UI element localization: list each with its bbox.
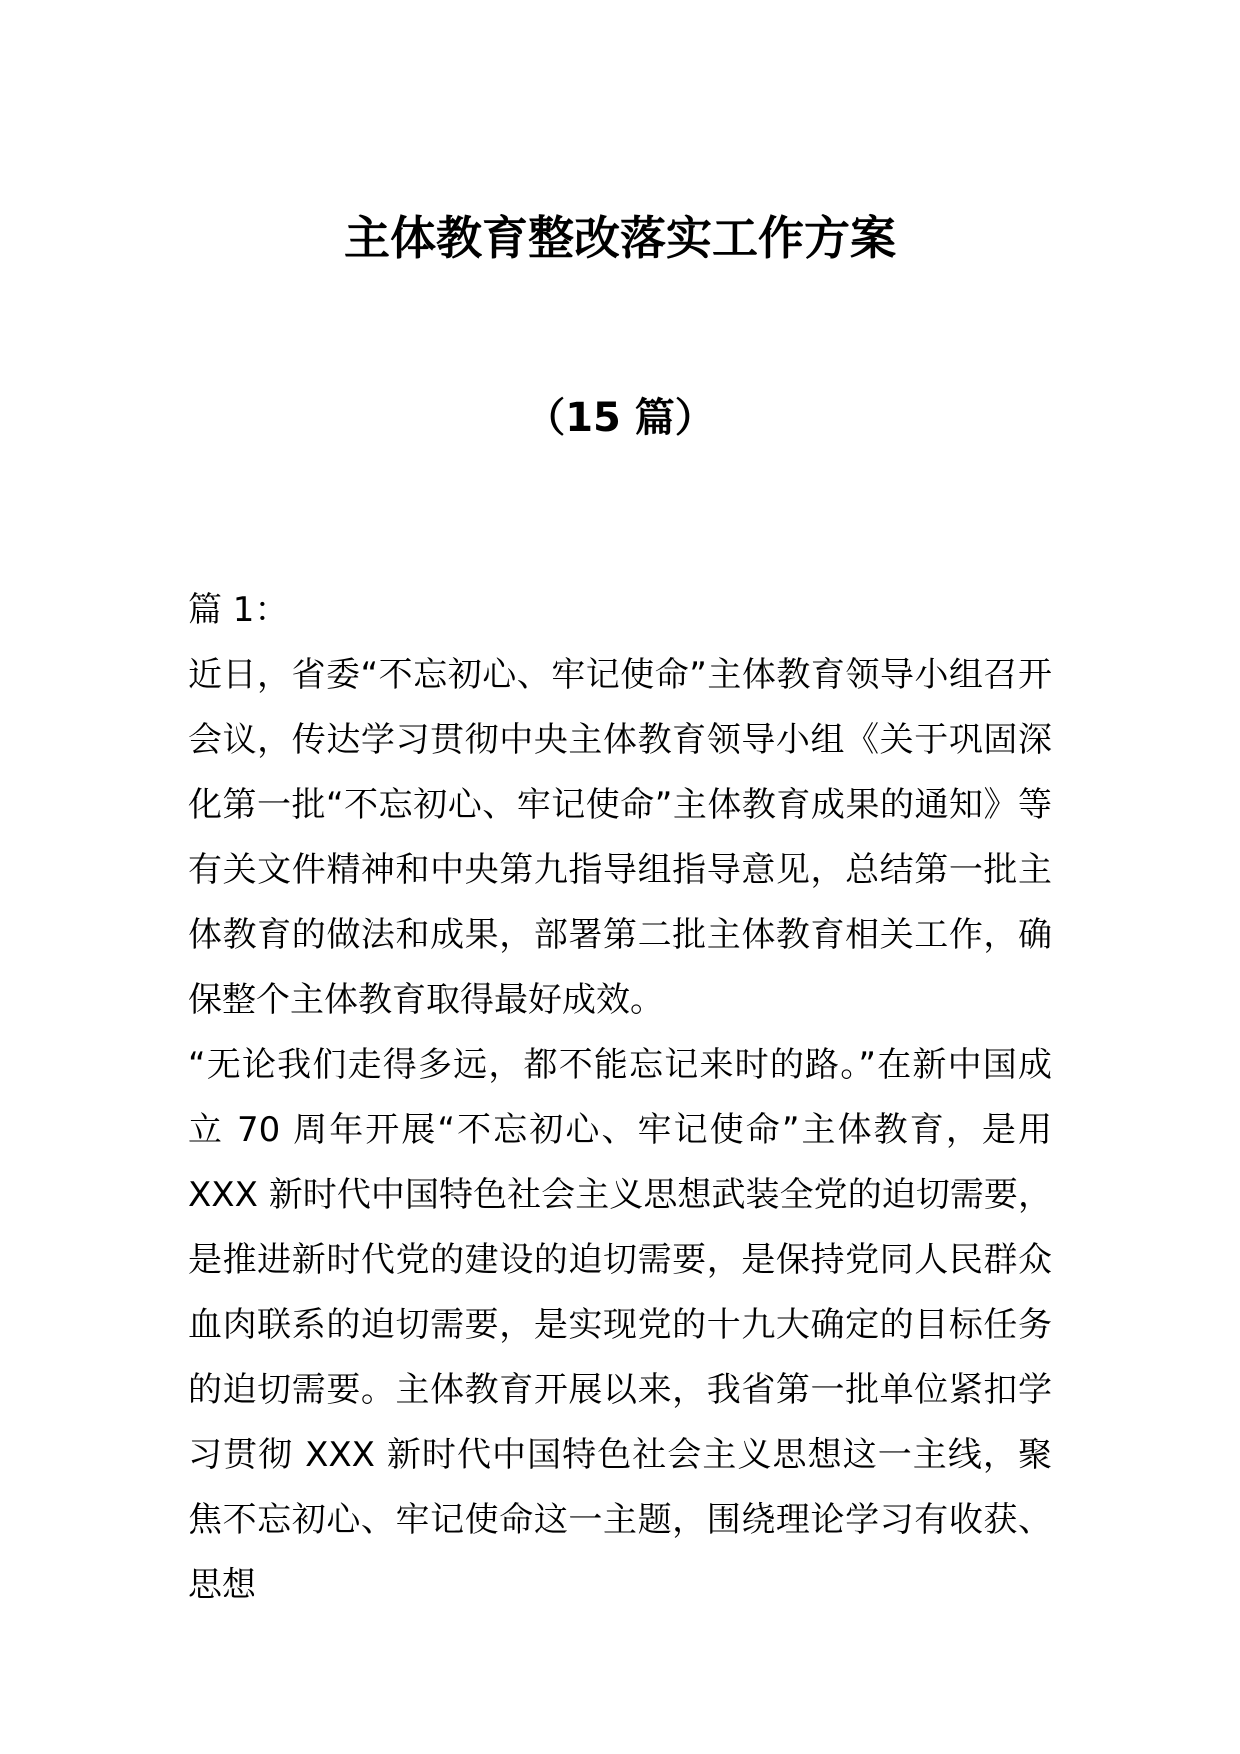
section-heading: 篇 1： bbox=[188, 590, 289, 630]
document-body bbox=[188, 578, 1052, 1618]
paragraph-2: “无论我们走得多远，都不能忘记来时的路。”在新中国成立 70 周年开展“不忘初心、牢记使命”主体教育，是用 XXX 新时代中国特色社会主义思想武装全党的迫切需要，是推进新时代党的建设的迫切需要，是保持党同人民群众血肉联系的迫切需要，是实现党的十九大确定的目标任务的迫切需要。主体教育开展以来，我省第一批单位紧扣学习贯彻 XXX 新时代中国特色社会主义思想这一主线，聚焦不忘初心、牢记使命这一主题，围绕理论学习有收获、思想 bbox=[188, 1045, 1052, 1605]
document-subtitle: （15 篇） bbox=[525, 395, 715, 441]
paragraph-1: 近日，省委“不忘初心、牢记使命”主体教育领导小组召开会议，传达学习贯彻中央主体教育领导小组《关于巩固深化第一批“不忘初心、牢记使命”主体教育成果的通知》等有关文件精神和中央第九指导组指导意见，总结第一批主体教育的做法和成果，部署第二批主体教育相关工作，确保整个主体教育取得最好成效。 bbox=[188, 655, 1052, 1020]
document-title: 主体教育整改落实工作方案 bbox=[344, 211, 896, 265]
